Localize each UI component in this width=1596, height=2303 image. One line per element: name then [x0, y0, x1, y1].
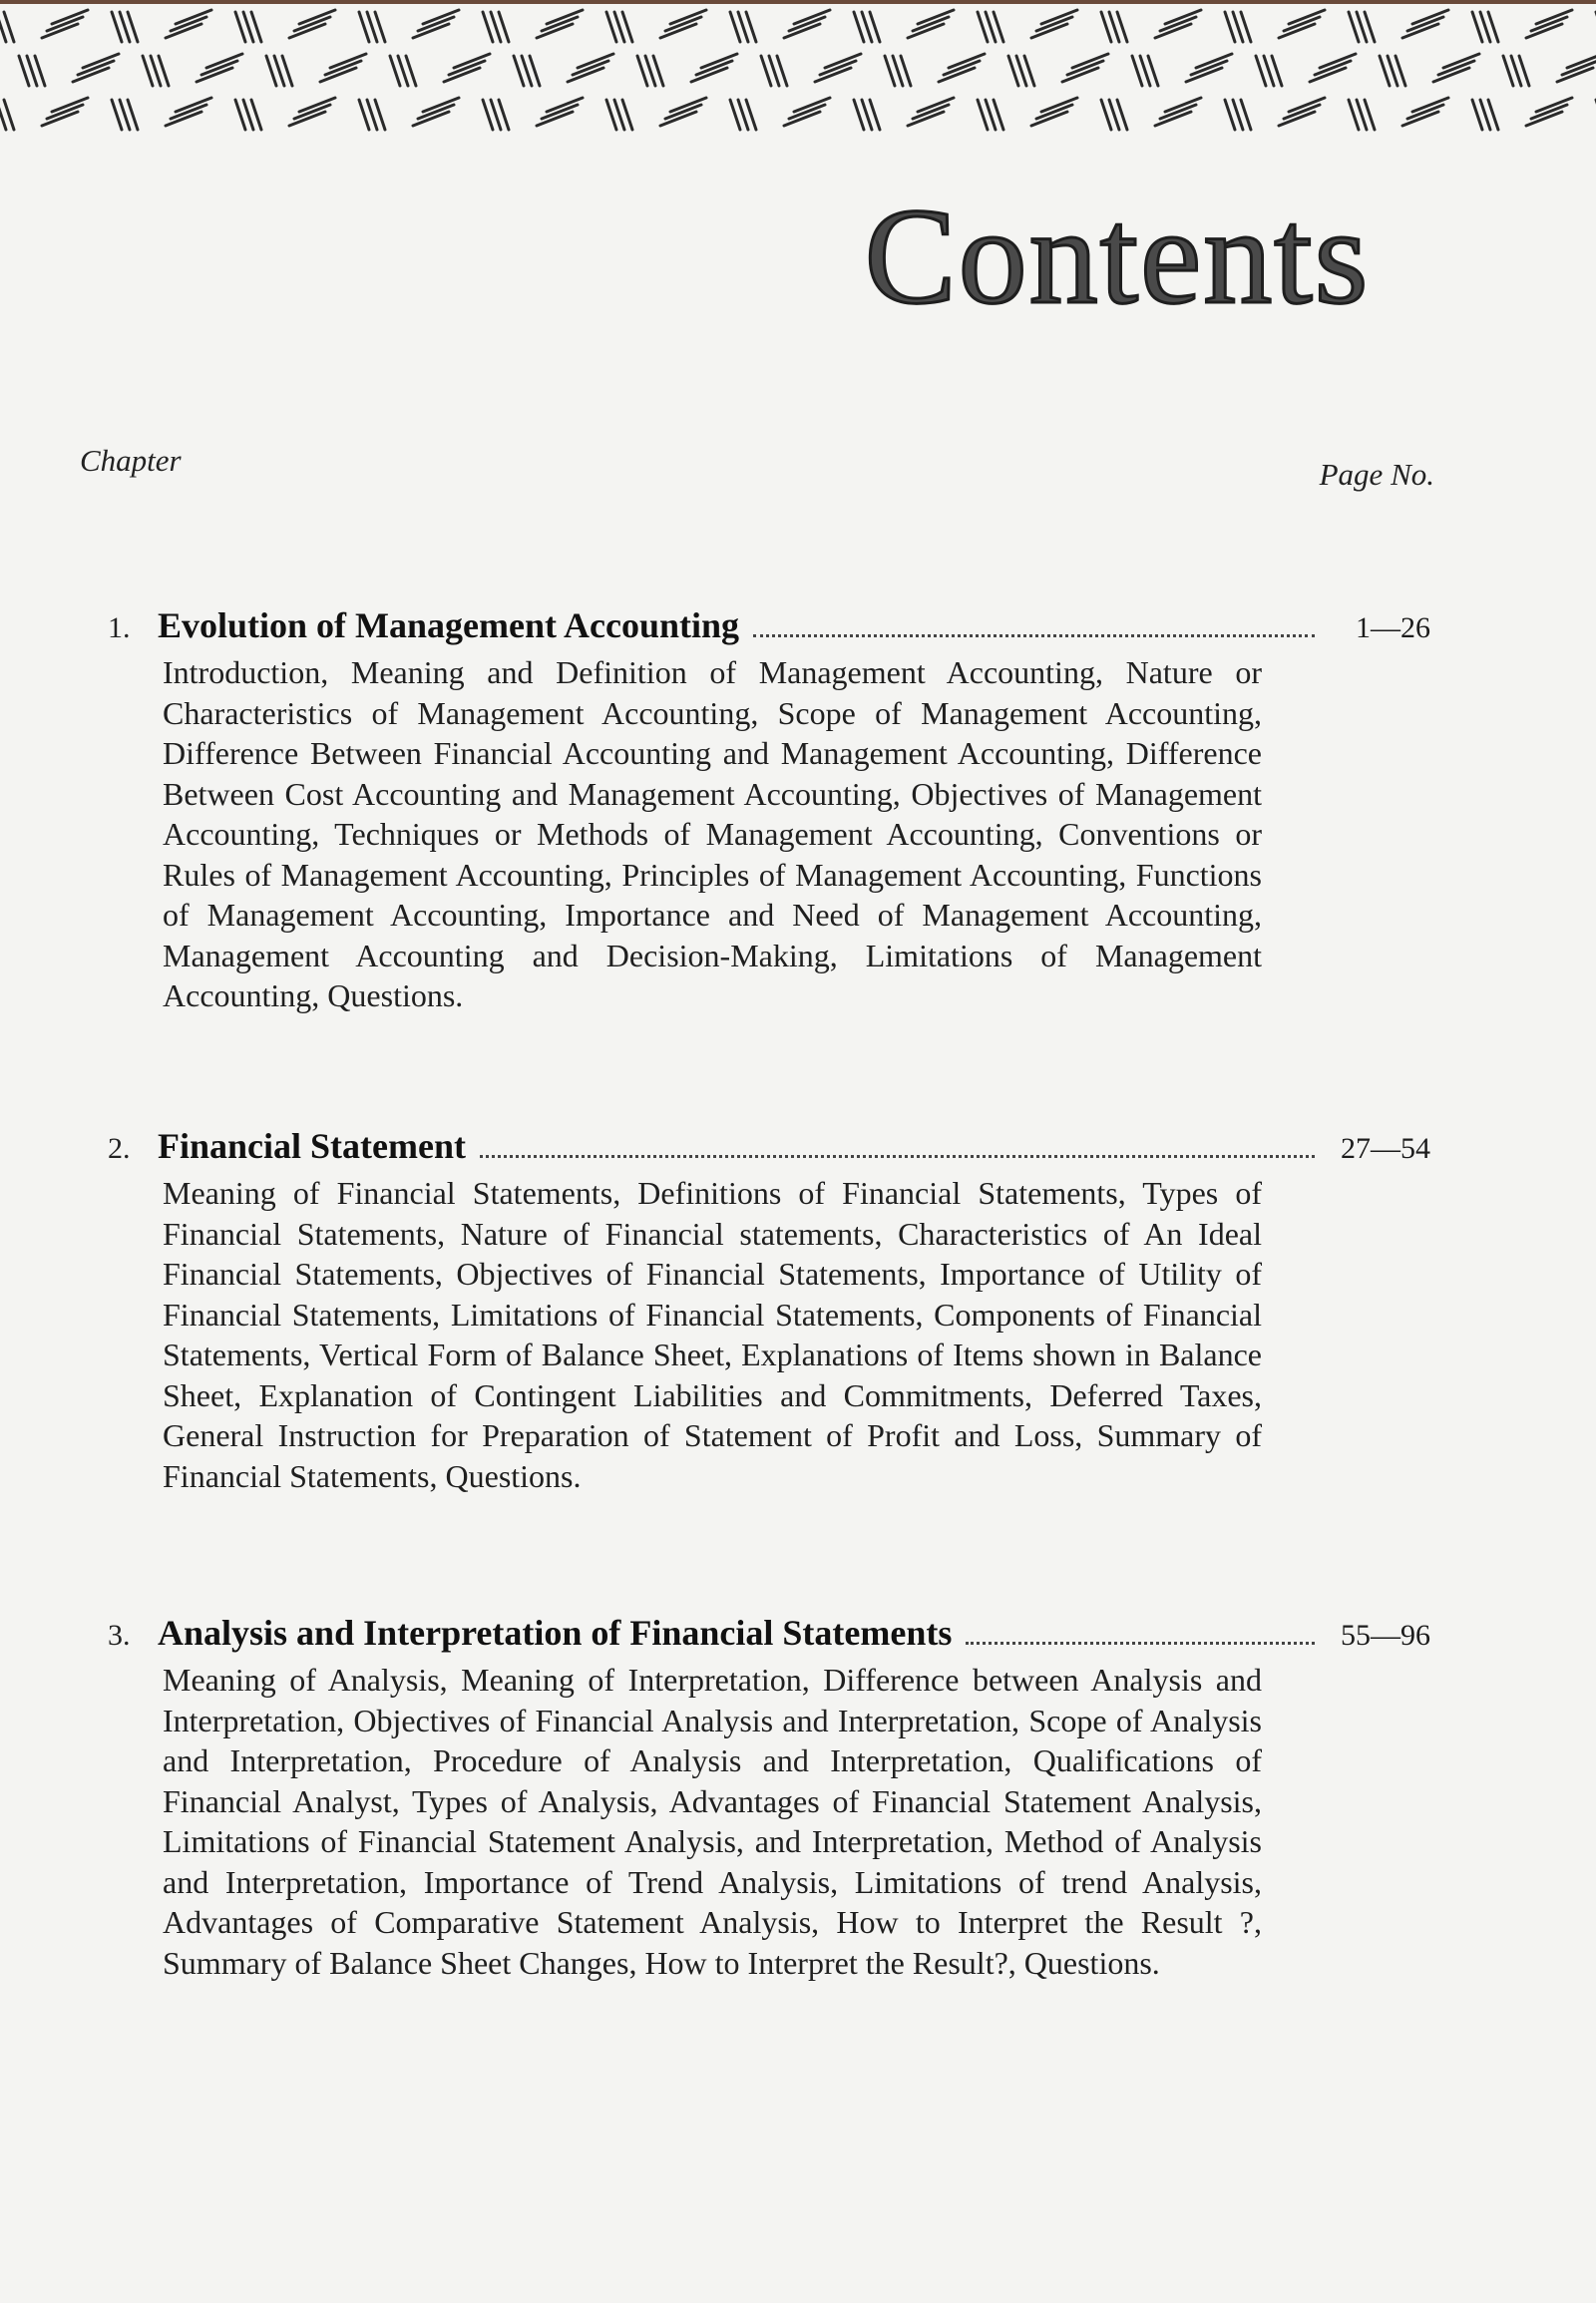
- chapter-title[interactable]: Analysis and Interpretation of Financial Statements: [158, 1613, 953, 1653]
- hatch-cluster-slanted: [1526, 10, 1572, 38]
- hatch-cluster-slanted: [908, 98, 954, 126]
- hatch-cluster-vertical: [483, 100, 509, 130]
- hatch-cluster-slanted: [691, 54, 737, 82]
- chapter-column-label: Chapter: [80, 443, 182, 478]
- toc-entry-heading: [108, 1125, 1430, 1173]
- hatch-cluster-slanted: [784, 10, 830, 38]
- hatch-cluster-vertical: [978, 12, 1003, 42]
- hatch-cluster-vertical: [1008, 56, 1034, 86]
- hatch-cluster-vertical: [112, 100, 138, 130]
- hatch-cluster-vertical: [235, 12, 261, 42]
- hatch-cluster-vertical: [1472, 12, 1498, 42]
- hatch-cluster-slanted: [660, 10, 706, 38]
- hatch-cluster-slanted: [1031, 98, 1077, 126]
- chapter-title[interactable]: Evolution of Management Accounting: [158, 605, 740, 645]
- hatch-cluster-vertical: [0, 100, 14, 130]
- hatch-cluster-slanted: [289, 98, 335, 126]
- hatch-cluster-slanted: [568, 54, 613, 82]
- chapter-page-range: 55—96: [1341, 1619, 1430, 1652]
- toc-entry-3[interactable]: [108, 1612, 1430, 1983]
- toc-entry-heading: [108, 604, 1430, 652]
- hatch-cluster-slanted: [1031, 10, 1077, 38]
- hatch-cluster-slanted: [1433, 54, 1479, 82]
- dot-leader: [480, 1154, 1315, 1158]
- hatch-cluster-slanted: [1186, 54, 1232, 82]
- hatch-cluster-slanted: [537, 10, 583, 38]
- hatch-cluster-slanted: [289, 10, 335, 38]
- hatch-cluster-slanted: [1155, 10, 1201, 38]
- hatch-cluster-slanted: [1279, 10, 1325, 38]
- hatch-cluster-vertical: [483, 12, 509, 42]
- hatch-cluster-slanted: [1279, 98, 1325, 126]
- chapter-topics: Introduction, Meaning and Definition of Management Accounting, Nature or Characteristics of Management Accounting, Scope of Management Accounting, Difference Between Financial Accounting and Management Accounting, Difference Between Cost Accounting and Management Accounting, Objectives of Management Accounting, Techniques or Methods of Management Accounting, Conventions or Rules of Management Accounting, Principles of Management Accounting, Functions of Management Accounting, Importance and Need of Management Accounting, Management Accounting and Decision-Making, Limitations of Management Accounting, Questions.: [163, 654, 1262, 1013]
- hatch-cluster-vertical: [606, 100, 632, 130]
- hatch-cluster-vertical: [514, 56, 540, 86]
- hatch-cluster-vertical: [390, 56, 416, 86]
- hatch-cluster-vertical: [112, 12, 138, 42]
- hatch-cluster-vertical: [761, 56, 787, 86]
- hatch-cluster-slanted: [413, 98, 459, 126]
- hatch-cluster-vertical: [730, 100, 756, 130]
- hatch-cluster-vertical: [359, 12, 385, 42]
- hatch-cluster-slanted: [197, 54, 242, 82]
- hatch-cluster-slanted: [660, 98, 706, 126]
- hatch-cluster-slanted: [815, 54, 861, 82]
- hatch-cluster-vertical: [0, 12, 14, 42]
- hatch-cluster-vertical: [1380, 56, 1405, 86]
- dot-leader: [966, 1641, 1315, 1645]
- hatch-cluster-vertical: [885, 56, 911, 86]
- hatch-cluster-slanted: [413, 10, 459, 38]
- dot-leader: [753, 633, 1315, 637]
- hatch-cluster-vertical: [637, 56, 663, 86]
- hatch-cluster-slanted: [939, 54, 985, 82]
- hatch-cluster-vertical: [1256, 56, 1282, 86]
- hatch-cluster-vertical: [1101, 100, 1127, 130]
- toc-entry-heading: [108, 1612, 1430, 1660]
- hatch-cluster-vertical: [1132, 56, 1158, 86]
- hatch-cluster-vertical: [730, 12, 756, 42]
- hatch-cluster-vertical: [854, 100, 880, 130]
- hatch-cluster-vertical: [359, 100, 385, 130]
- hatch-cluster-vertical: [1503, 56, 1529, 86]
- hatch-cluster-slanted: [320, 54, 366, 82]
- toc-entry-2[interactable]: [108, 1125, 1430, 1496]
- hatch-cluster-slanted: [1062, 54, 1108, 82]
- hatch-cluster-slanted: [784, 98, 830, 126]
- hatch-cluster-slanted: [908, 10, 954, 38]
- chapter-number: 3.: [108, 1619, 131, 1652]
- hatch-cluster-vertical: [1101, 12, 1127, 42]
- hatch-cluster-vertical: [143, 56, 169, 86]
- hatch-cluster-vertical: [1225, 100, 1251, 130]
- hatch-cluster-slanted: [1402, 98, 1448, 126]
- hatch-cluster-vertical: [1349, 12, 1375, 42]
- hatch-cluster-slanted: [73, 54, 119, 82]
- hatch-cluster-slanted: [1402, 10, 1448, 38]
- hatch-cluster-slanted: [42, 10, 88, 38]
- page-number-column-label: Page No.: [1319, 457, 1434, 492]
- hatch-cluster-vertical: [1472, 100, 1498, 130]
- hatch-cluster-vertical: [266, 56, 292, 86]
- hatched-pattern-graphic: [0, 0, 1596, 150]
- hatch-cluster-slanted: [1557, 54, 1596, 82]
- chapter-title[interactable]: Financial Statement: [158, 1126, 466, 1166]
- chapter-topics: Meaning of Analysis, Meaning of Interpretation, Difference between Analysis and Interpretation, Objectives of Financial Analysis and Interpretation, Scope of Analysis and Interpretation, Procedure of Analysis and Interpretation, Qualifications of Financial Analyst, Types of Analysis, Advantages of Financial Statement Analysis, Limitations of Financial Statement Analysis, and Interpretation, Method of Analysis and Interpretation, Importance of Trend Analysis, Limitations of trend Analysis, Advantages of Comparative Statement Analysis, How to Interpret the Result ?, Summary of Balance Sheet Changes, How to Interpret the Result?, Questions.: [163, 1662, 1262, 1981]
- hatch-cluster-slanted: [42, 98, 88, 126]
- hatch-cluster-vertical: [235, 100, 261, 130]
- top-edge-strip: [0, 0, 1596, 4]
- hatch-cluster-vertical: [1225, 12, 1251, 42]
- chapter-number: 1.: [108, 611, 131, 644]
- toc-entry-1[interactable]: [108, 604, 1430, 1016]
- hatch-cluster-slanted: [444, 54, 490, 82]
- page-title: Contents: [864, 180, 1371, 332]
- hatch-cluster-vertical: [854, 12, 880, 42]
- hatch-cluster-slanted: [537, 98, 583, 126]
- chapter-page-range: 27—54: [1341, 1132, 1430, 1165]
- hatch-cluster-vertical: [1349, 100, 1375, 130]
- decorative-pattern-band: [0, 0, 1596, 150]
- chapter-topics: Meaning of Financial Statements, Definitions of Financial Statements, Types of Financial Statements, Nature of Financial statements, Characteristics of An Ideal Financial Statements, Objectives of Financial Statements, Importance of Utility of Financial Statements, Limitations of Financial Statements, Components of Financial Statements, Vertical Form of Balance Sheet, Explanations of Items shown in Balance Sheet, Explanation of Contingent Liabilities and Commitments, Deferred Taxes, General Instruction for Preparation of Statement of Profit and Loss, Summary of Financial Statements, Questions.: [163, 1175, 1262, 1494]
- chapter-number: 2.: [108, 1132, 131, 1165]
- hatch-cluster-slanted: [1155, 98, 1201, 126]
- hatch-cluster-slanted: [1310, 54, 1356, 82]
- hatch-cluster-vertical: [978, 100, 1003, 130]
- chapter-page-range: 1—26: [1356, 611, 1430, 644]
- hatch-cluster-slanted: [1526, 98, 1572, 126]
- hatch-cluster-vertical: [19, 56, 45, 86]
- hatch-cluster-slanted: [166, 98, 211, 126]
- hatch-cluster-slanted: [166, 10, 211, 38]
- hatch-cluster-vertical: [606, 12, 632, 42]
